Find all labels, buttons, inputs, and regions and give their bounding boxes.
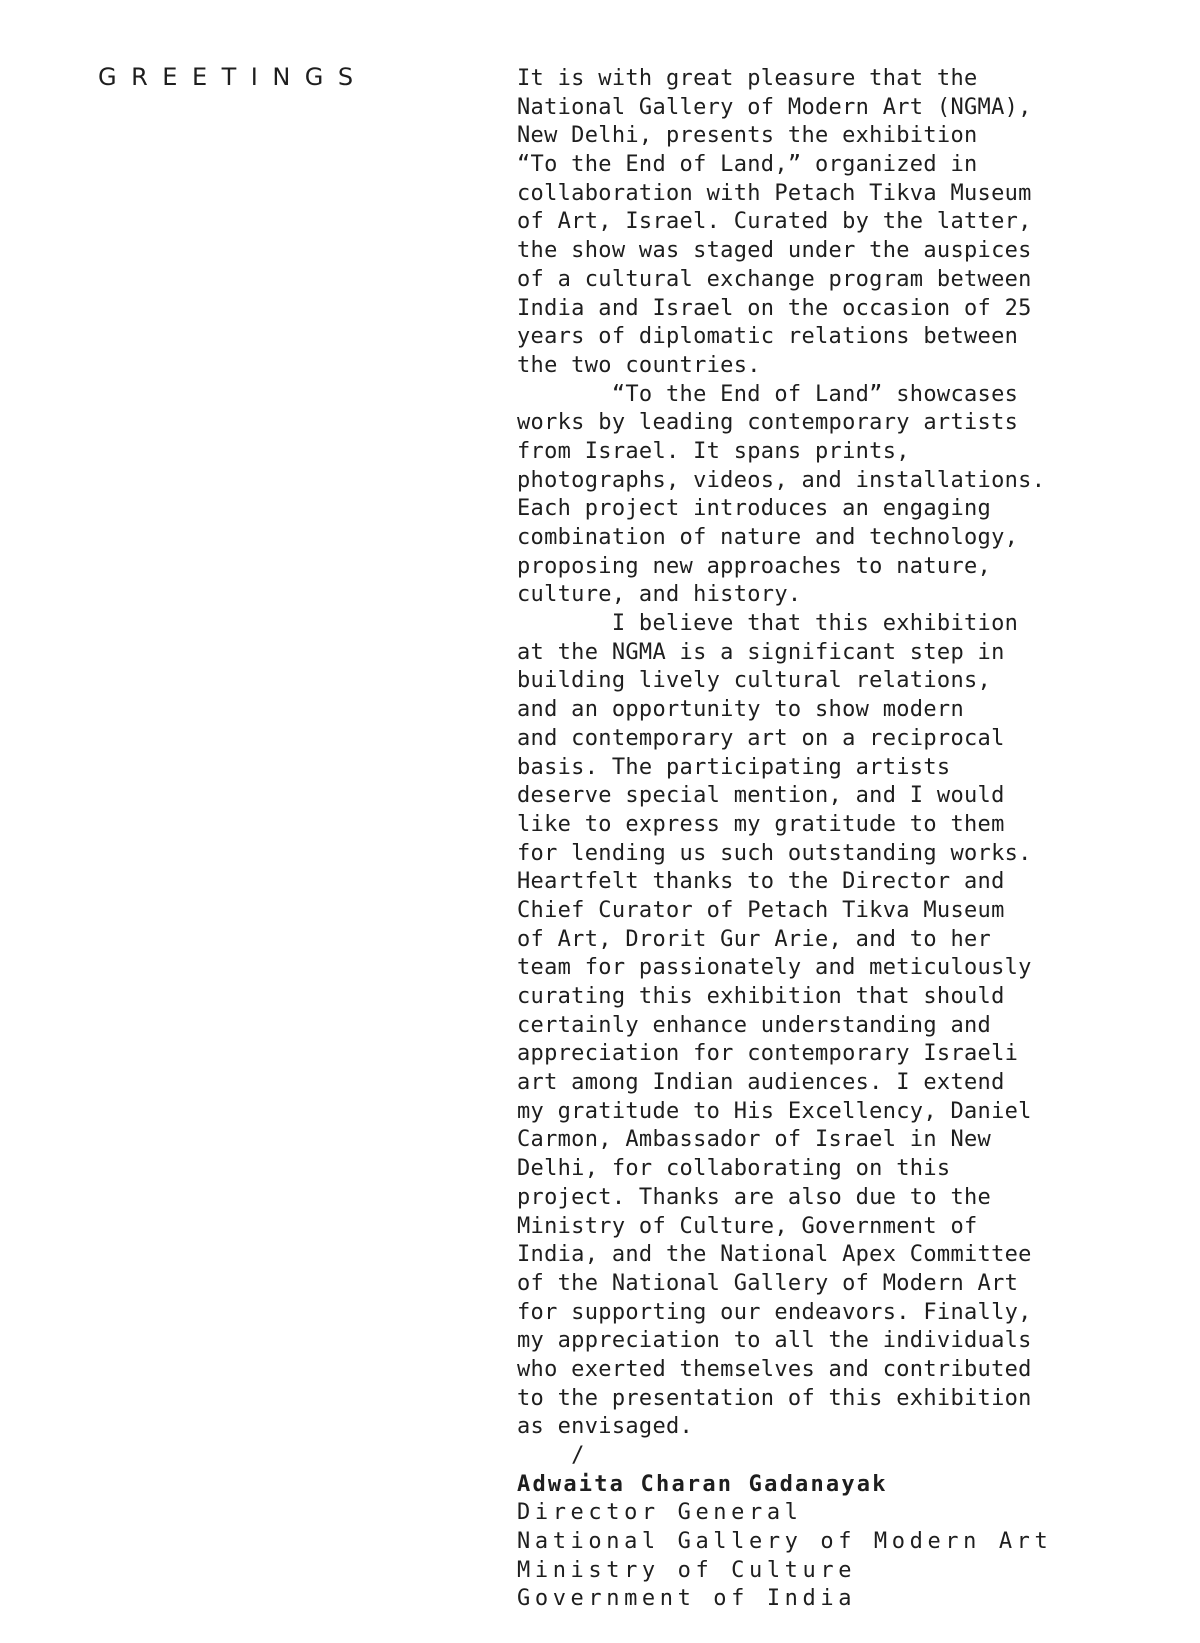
body-line: culture, and history. [517, 582, 802, 608]
body-line: India and Israel on the occasion of 25 [517, 295, 1032, 321]
body-line: for supporting our endeavors. Finally, [517, 1299, 1032, 1325]
body-line: National Gallery of Modern Art (NGMA), [517, 94, 1032, 120]
body-line: and contemporary art on a reciprocal [517, 725, 1005, 751]
body-line: the show was staged under the auspices [517, 238, 1032, 264]
signature-block [517, 1471, 1177, 1614]
body-line: “To the End of Land,” organized in [517, 152, 978, 178]
signatory-titles [517, 1499, 1177, 1614]
signatory-name: Adwaita Charan Gadanayak [517, 1471, 888, 1497]
body-line: collaboration with Petach Tikva Museum [517, 180, 1032, 206]
signature-separator: / [517, 1443, 585, 1468]
body-line: New Delhi, presents the exhibition [517, 123, 978, 149]
body-line: building lively cultural relations, [517, 668, 992, 694]
body-line: and an opportunity to show modern [517, 697, 964, 723]
body-line: for lending us such outstanding works. [517, 840, 1032, 866]
signatory-title-line: National Gallery of Modern Art [517, 1529, 1053, 1555]
body-line: of Art, Israel. Curated by the latter, [517, 209, 1032, 235]
body-line: appreciation for contemporary Israeli [517, 1041, 1019, 1067]
body-line: India, and the National Apex Committee [517, 1242, 1032, 1268]
body-line: of Art, Drorit Gur Arie, and to her [517, 926, 992, 952]
body-line: my appreciation to all the individuals [517, 1328, 1032, 1354]
body-line: Chief Curator of Petach Tikva Museum [517, 897, 1005, 923]
body-line: works by leading contemporary artists [517, 410, 1019, 436]
body-line: I believe that this exhibition [517, 611, 1019, 637]
body-line: years of diplomatic relations between [517, 324, 1019, 350]
body-line: certainly enhance understanding and [517, 1012, 992, 1038]
body-line: It is with great pleasure that the [517, 66, 978, 91]
body-line: combination of nature and technology, [517, 525, 1019, 550]
body-line: deserve special mention, and I would [517, 783, 1005, 809]
body-line: from Israel. It spans prints, [517, 438, 910, 464]
body-line: who exerted themselves and contributed [517, 1356, 1032, 1382]
page-heading: GREETINGS [98, 63, 368, 91]
body-line: to the presentation of this exhibition [517, 1385, 1032, 1411]
body-line: as envisaged. [517, 1414, 694, 1440]
body-line: “To the End of Land” showcases [517, 381, 1019, 407]
body-line: Carmon, Ambassador of Israel in New [517, 1127, 992, 1153]
body-line: Ministry of Culture, Government of [517, 1213, 978, 1239]
body-line: basis. The participating artists [517, 754, 951, 780]
body-line: of the National Gallery of Modern Art [517, 1270, 1019, 1296]
body-line: the two countries. [517, 352, 761, 378]
signatory-title-line: Director General [517, 1500, 803, 1526]
body-line: Delhi, for collaborating on this [517, 1156, 951, 1182]
body-line: Heartfelt thanks to the Director and [517, 869, 1005, 895]
body-line: my gratitude to His Excellency, Daniel [517, 1098, 1032, 1124]
body-line: like to express my gratitude to them [517, 811, 1005, 837]
body-line: proposing new approaches to nature, [517, 553, 992, 579]
greeting-body [517, 65, 1177, 1442]
body-line: project. Thanks are also due to the [517, 1184, 992, 1210]
body-line: at the NGMA is a significant step in [517, 639, 1005, 665]
body-line: art among Indian audiences. I extend [517, 1070, 1005, 1096]
body-line: team for passionately and meticulously [517, 955, 1032, 981]
signatory-title-line: Ministry of Culture [517, 1557, 857, 1583]
body-line: of a cultural exchange program between [517, 266, 1032, 292]
greeting-text-column [517, 65, 1177, 1614]
signatory-title-line: Government of India [517, 1586, 857, 1612]
body-line: photographs, videos, and installations. [517, 467, 1046, 493]
body-line: curating this exhibition that should [517, 984, 1005, 1009]
body-line: Each project introduces an engaging [517, 496, 992, 522]
